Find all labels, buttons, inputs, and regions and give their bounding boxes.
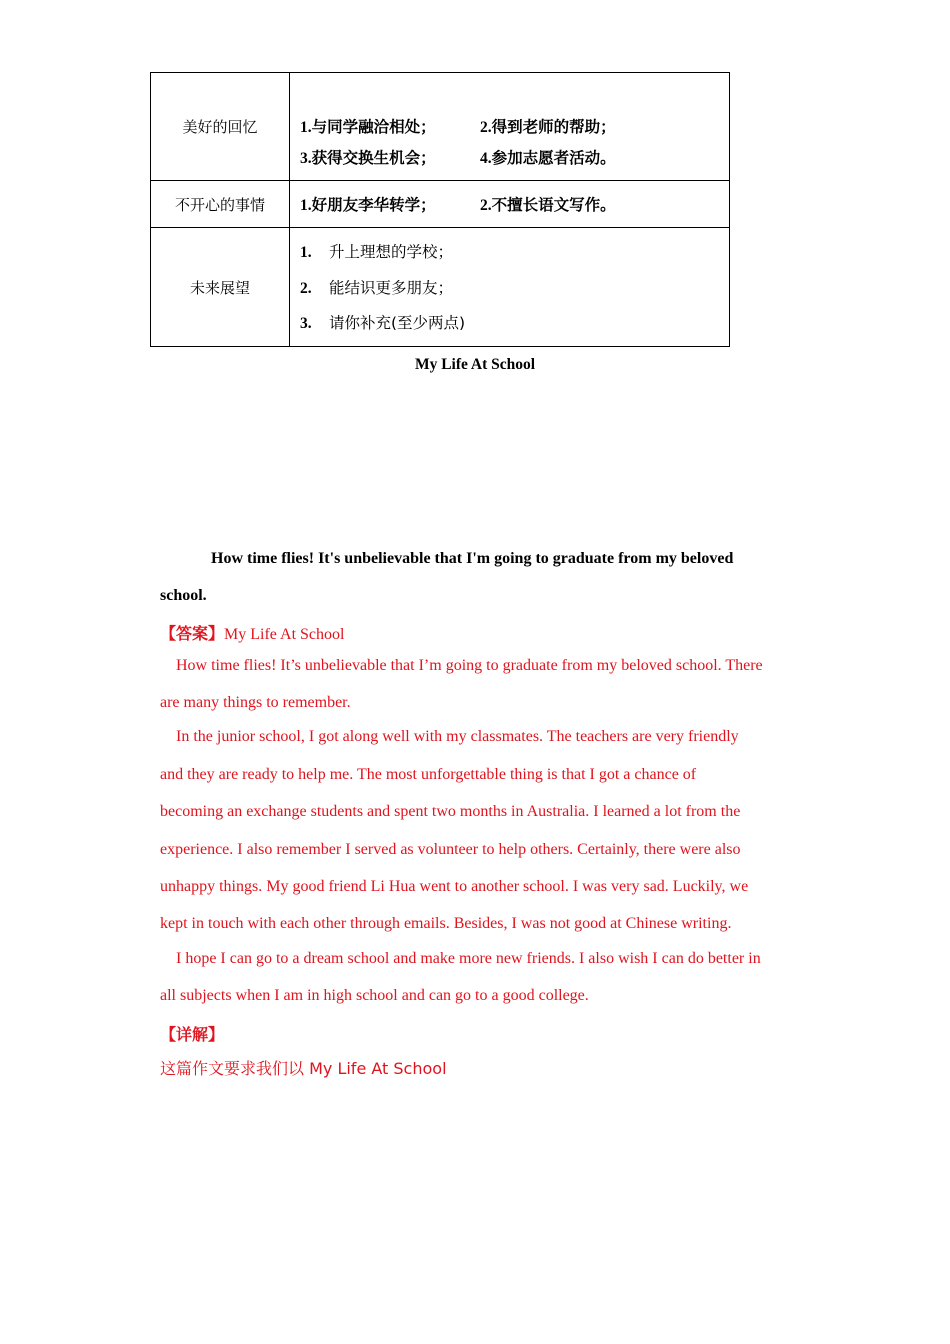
row-label: 未来展望 — [151, 228, 290, 347]
row-content — [290, 228, 730, 347]
list-item: 1. 升上理想的学校； — [300, 243, 454, 261]
list-item: 2. 能结识更多朋友； — [300, 279, 454, 297]
answer-title: My Life At School — [224, 626, 345, 643]
list-item: 3.获得交换生机会； — [300, 150, 436, 167]
list-item: 4.参加志愿者活动。 — [480, 150, 616, 167]
explain-text: 这篇作文要求我们以 My Life At School — [160, 1059, 447, 1078]
prompt-line: school. — [160, 587, 207, 604]
row-label: 美好的回忆 — [151, 73, 290, 181]
essay-title: My Life At School — [414, 356, 536, 373]
answer-line: In the junior school, I got along well with my classmates. The teachers are very friendly — [176, 728, 739, 745]
list-item: 1.好朋友李华转学； — [300, 197, 436, 214]
list-item: 2.不擅长语文写作。 — [480, 197, 616, 214]
row-content — [290, 181, 730, 228]
explain-heading — [160, 1022, 224, 1045]
list-item: 1.与同学融洽相处； — [300, 119, 436, 136]
answer-line: kept in touch with each other through emails. Besides, I was not good at Chinese writing. — [160, 915, 732, 932]
list-item: 3. 请你补充(至少两点) — [300, 314, 466, 332]
prompt-line: How time flies! It's unbelievable that I'm going to graduate from my beloved — [211, 550, 734, 567]
answer-line: unhappy things. My good friend Li Hua went to another school. I was very sad. Luckily, we — [160, 878, 749, 895]
row-label: 不开心的事情 — [151, 181, 290, 228]
answer-line: How time flies! It’s unbelievable that I’m going to graduate from my beloved school. There — [176, 657, 763, 674]
row-content — [290, 73, 730, 181]
table-row-unhappy-things — [151, 181, 730, 228]
answer-line: all subjects when I am in high school and can go to a good college. — [160, 987, 589, 1004]
table-row-future-outlook — [151, 228, 730, 347]
explain-tag: 【详解】 — [160, 1025, 225, 1044]
answer-line: becoming an exchange students and spent two months in Australia. I learned a lot from the — [160, 803, 741, 820]
answer-line: and they are ready to help me. The most unforgettable thing is that I got a chance of — [160, 766, 697, 783]
answer-line: are many things to remember. — [160, 694, 351, 711]
answer-line: I hope I can go to a dream school and make more new friends. I also wish I can do better in — [176, 950, 761, 967]
table-row-good-memories — [151, 73, 730, 181]
outline-table — [150, 72, 730, 347]
answer-line: experience. I also remember I served as volunteer to help others. Certainly, there were also — [160, 841, 741, 858]
answer-heading — [160, 621, 344, 644]
list-item: 2.得到老师的帮助； — [480, 119, 616, 136]
answer-tag: 【答案】 — [160, 624, 225, 643]
